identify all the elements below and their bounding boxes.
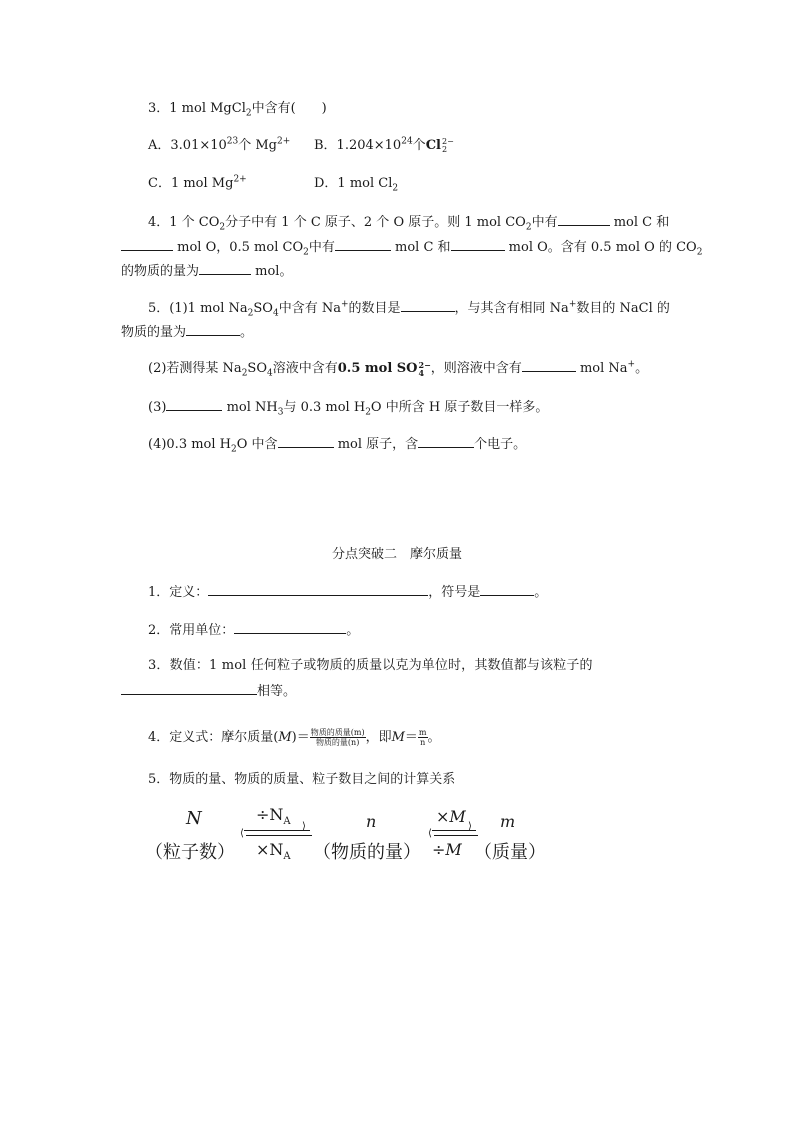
q3-option-a: A．$3.01\times 10^{23}$个 $Mg^{2+}$ (148, 136, 291, 153)
s2-blank-symbol[interactable] (480, 582, 534, 596)
arrow-left-1 (246, 835, 312, 836)
q4-blank-5[interactable] (199, 261, 251, 275)
symbol-n: n (366, 812, 377, 831)
s2-item-3-line1: 3．数值：1 mol 任何粒子或物质的质量以克为单位时，其数值都与该粒子的 (148, 658, 593, 673)
q5-blank-5[interactable] (278, 434, 334, 448)
label-particle-count: （粒子数） (145, 842, 235, 863)
q5-blank-6[interactable] (418, 434, 474, 448)
q5-blank-1[interactable] (401, 298, 455, 312)
s2-blank-definition[interactable] (208, 582, 428, 596)
q5-part1-line1: 5．(1)1 mol $Na_2SO_4$中含有 Na+的数目是 ，与其含有相同 Na+数目的 NaCl 的 (148, 299, 670, 319)
symbol-m: m (500, 812, 516, 831)
op-multiply-M: ×M (436, 807, 466, 826)
op-multiply-NA: $\times N_A$ (256, 840, 291, 863)
q5-part2: (2)若测得某 $Na_2SO_4$溶液中含有0.5 mol SO 2− 4 ，则溶液中含有 mol Na+。 (148, 359, 649, 379)
label-mass: （质量） (474, 842, 546, 863)
q4-line-3: 的物质的量为 mol。 (121, 261, 292, 281)
op-divide-NA: $\div N_A$ (256, 805, 291, 828)
q5-part3: (3) mol $NH_3$与 0.3 mol $H_2O$ 中所含 H 原子数目一样多。 (148, 397, 548, 417)
arrow-right-2-head: ⟩ (468, 821, 472, 832)
s2-item-4: 4．定义式：摩尔质量(M)＝ $\frac{\text{物质的质量(m)}}{\text{物质的量(n)}}$ ，即M＝ $\frac{m}{n}$ 。 (148, 728, 441, 747)
arrow-left-2 (434, 835, 478, 836)
section-title: 分点突破二 摩尔质量 (331, 547, 462, 562)
s2-blank-unit[interactable] (234, 620, 346, 634)
q4-line-1: 4．1 个 $CO_2$分子中有 1 个 C 原子、2 个 O 原子。则 1 mol $CO_2$中有 mol C 和 (148, 212, 669, 232)
s2-item-1: 1．定义： ，符号是 。 (148, 582, 547, 602)
q5-part1-line2: 物质的量为 。 (121, 322, 253, 342)
fraction-formula: $\frac{m}{n}$ (418, 728, 427, 747)
s2-blank-value[interactable] (121, 681, 257, 695)
op-divide-M: ÷M (432, 840, 462, 859)
q3-option-d: D．1 mol $Cl_2$ (314, 176, 399, 194)
s2-item-2: 2．常用单位： 。 (148, 620, 359, 640)
q4-blank-2[interactable] (121, 237, 173, 251)
q5-blank-2[interactable] (186, 322, 240, 336)
label-amount-of-substance: （物质的量） (313, 842, 421, 863)
arrow-left-1-head: ⟨ (240, 828, 244, 839)
arrow-right-1 (244, 830, 310, 831)
arrow-right-1-head: ⟩ (302, 821, 306, 832)
q5-blank-3[interactable] (522, 358, 576, 372)
q4-blank-4[interactable] (451, 237, 505, 251)
q4-line-2: mol O，0.5 mol $CO_2$中有 mol C 和 mol O。含有 0.5 mol O 的 $CO_2$ (121, 237, 702, 257)
q3-option-c: C．1 mol $Mg^{2+}$ (148, 174, 247, 191)
q3-option-b: B．$1.204\times 10^{24}$个Cl 2− 2 (314, 136, 454, 154)
s2-item-3-line2: 相等。 (121, 681, 296, 701)
arrow-left-2-head: ⟨ (428, 828, 432, 839)
q3-stem: 3．1 mol MgCl$_2$中含有( ) (148, 101, 327, 119)
q4-blank-1[interactable] (558, 212, 610, 226)
fraction-definition: $\frac{\text{物质的质量(m)}}{\text{物质的量(n)}}$ (310, 728, 365, 747)
symbol-N: N (186, 808, 202, 829)
q4-blank-3[interactable] (335, 237, 391, 251)
q5-blank-4[interactable] (166, 397, 222, 411)
s2-item-5: 5．物质的量、物质的质量、粒子数目之间的计算关系 (148, 772, 456, 787)
q5-part4: (4)0.3 mol $H_2O$ 中含 mol 原子，含 个电子。 (148, 434, 526, 454)
